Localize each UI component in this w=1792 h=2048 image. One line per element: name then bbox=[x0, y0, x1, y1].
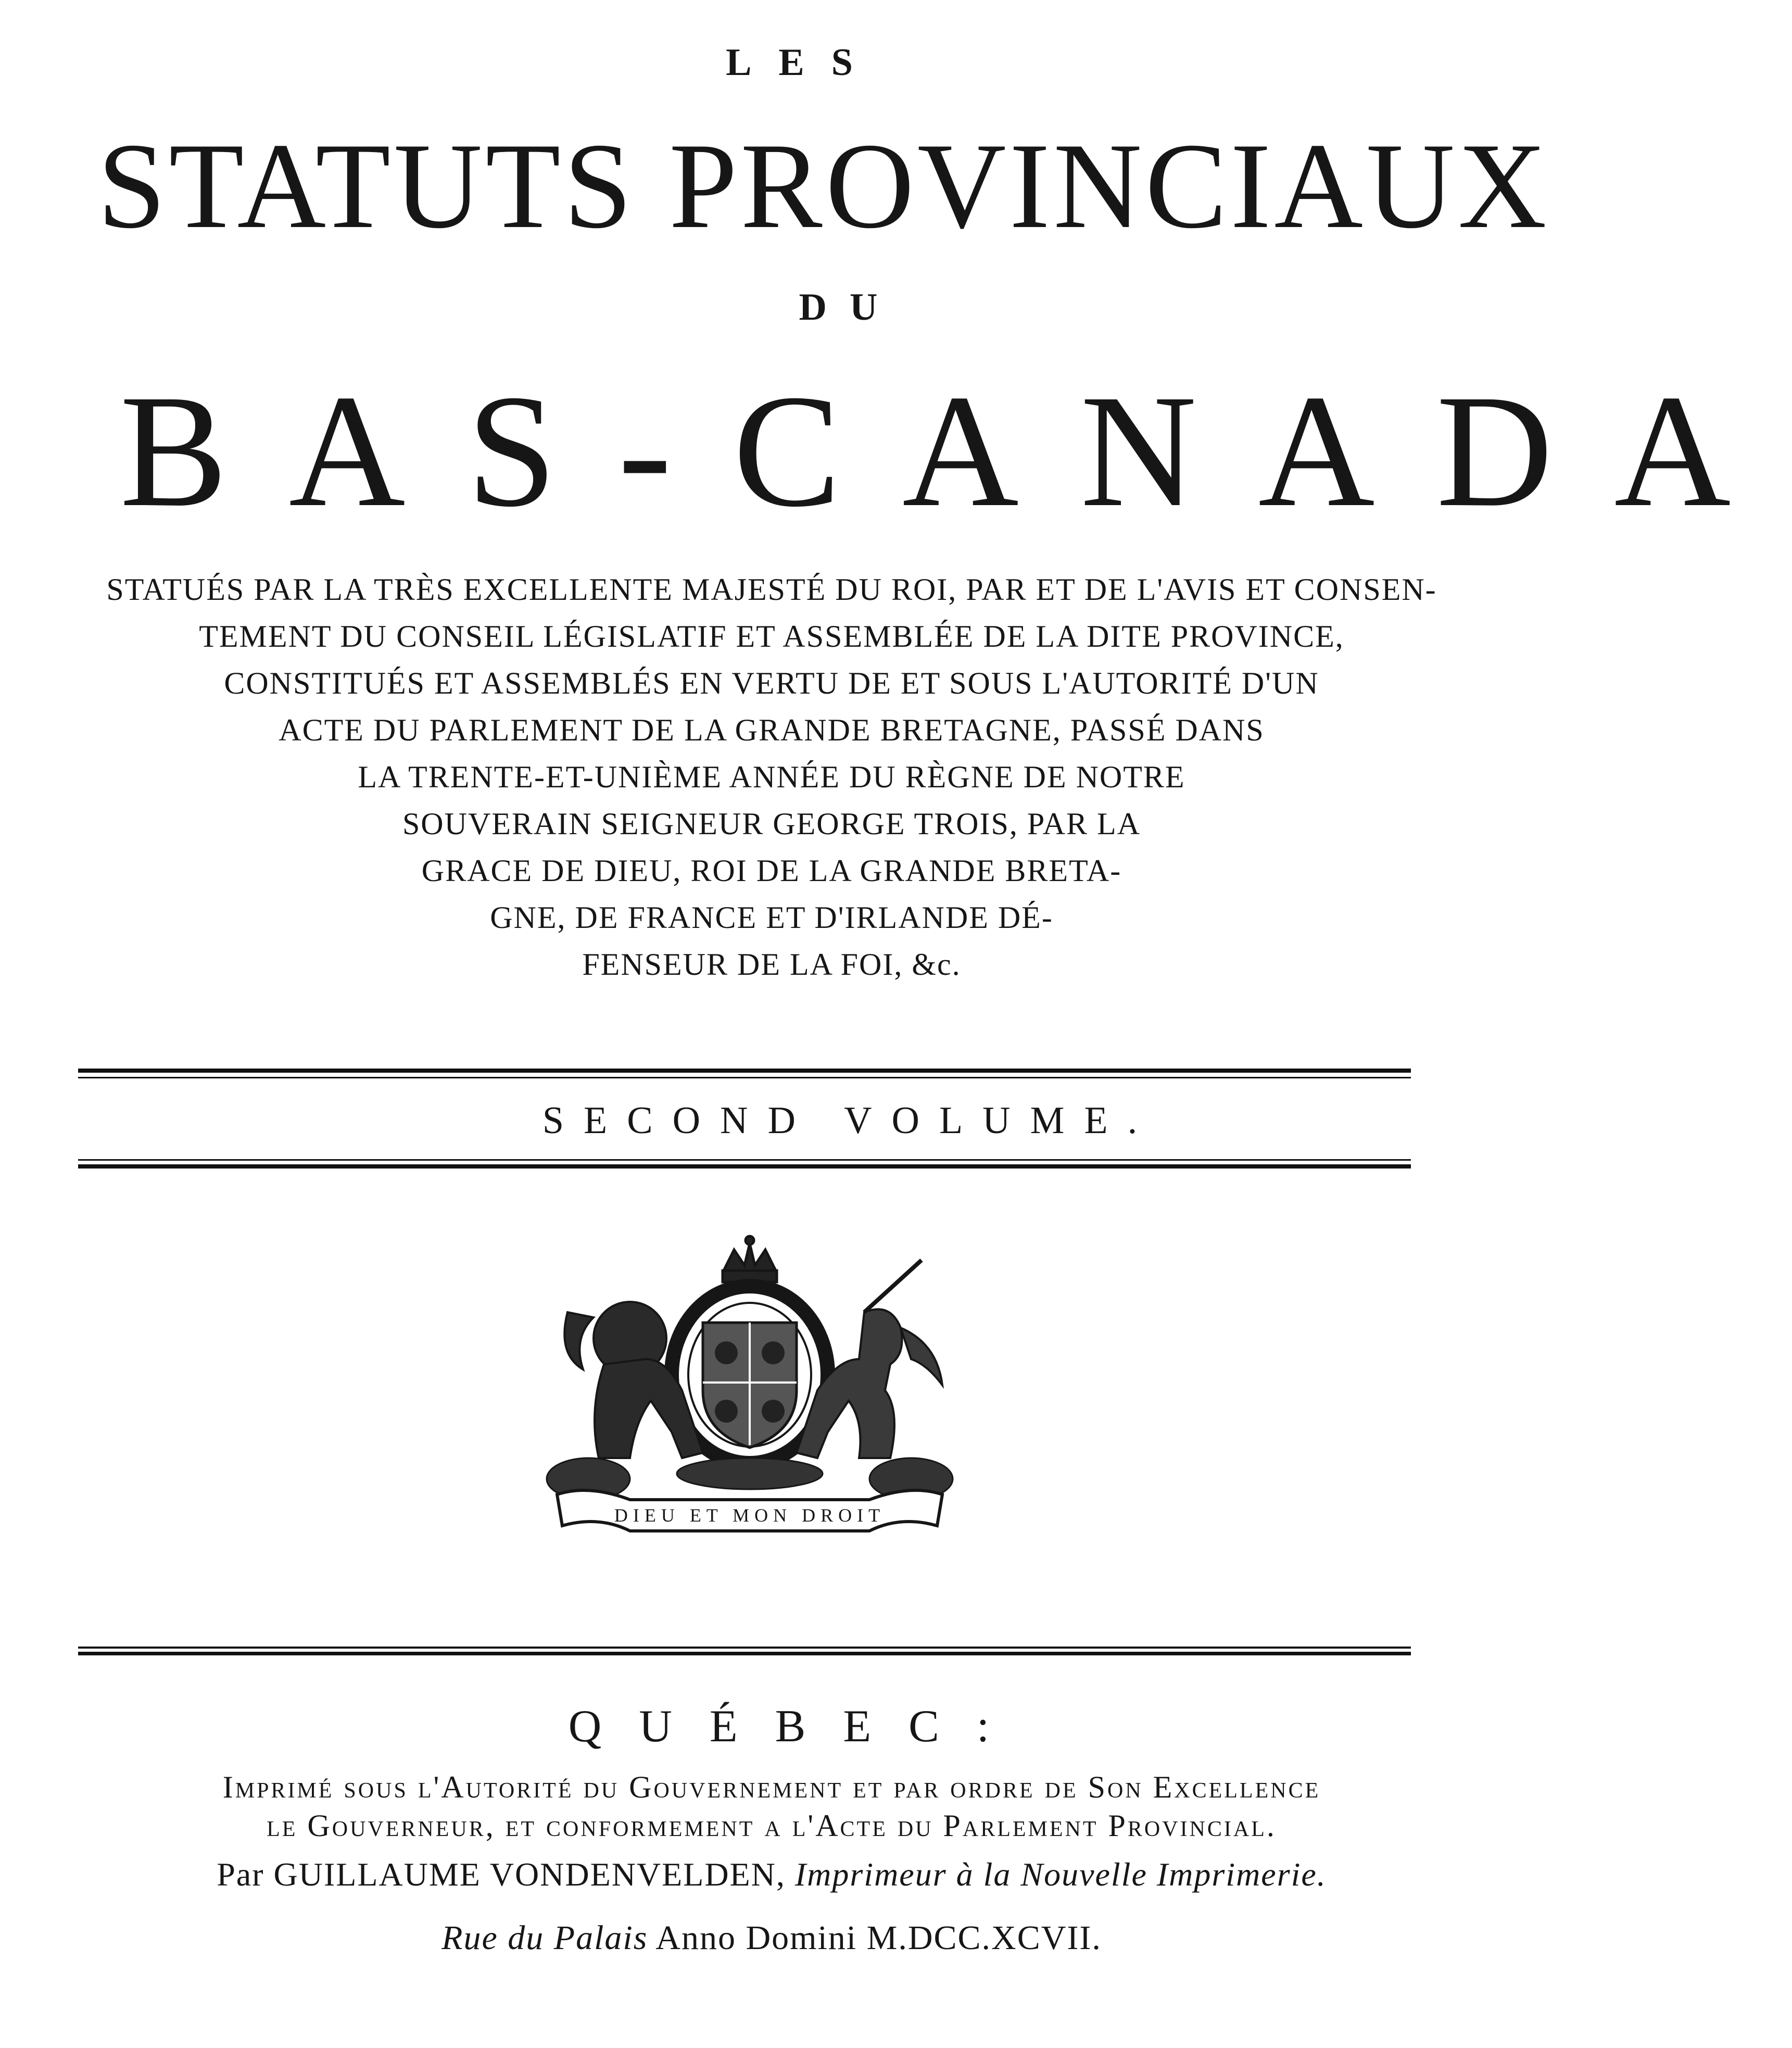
preamble-line-5: LA TRENTE-ET-UNIÈME ANNÉE DU RÈGNE DE NOTRE bbox=[358, 760, 1185, 794]
printer-title: Imprimeur à la Nouvelle Imprimerie. bbox=[794, 1856, 1327, 1893]
preamble-line-8: GNE, DE FRANCE ET D'IRLANDE DÉ- bbox=[490, 900, 1053, 935]
preamble-line-9: FENSEUR DE LA FOI, &c. bbox=[582, 947, 961, 982]
preamble-line-6: SOUVERAIN SEIGNEUR GEORGE TROIS, PAR LA bbox=[402, 807, 1141, 841]
preamble-line-4: ACTE DU PARLEMENT DE LA GRANDE BRETAGNE, PASSÉ DANS bbox=[279, 713, 1265, 747]
top-double-rule-thin bbox=[78, 1077, 1411, 1078]
preamble-line-3: CONSTITUÉS ET ASSEMBLÉS EN VERTU DE ET SOUS L'AUTORITÉ D'UN bbox=[224, 666, 1319, 700]
bottom-double-rule-thick bbox=[78, 1164, 1411, 1169]
city-heading: QUÉBEC: bbox=[568, 1701, 1027, 1752]
du-heading: DU bbox=[799, 286, 901, 329]
publication-year: Anno Domini M.DCC.XCVII. bbox=[655, 1919, 1102, 1957]
imprint-line-1: Imprimé sous l'Autorité du Gouvernement et par ordre de Son Excellence bbox=[222, 1770, 1321, 1804]
les-heading: LES bbox=[726, 41, 880, 84]
printer-name: Par GUILLAUME VONDENVELDEN, bbox=[217, 1856, 786, 1893]
royal-coat-of-arms-icon bbox=[526, 1234, 974, 1541]
svg-text:DIEU ET MON DROIT: DIEU ET MON DROIT bbox=[614, 1505, 886, 1526]
bottom-double-rule-thin bbox=[78, 1159, 1411, 1161]
preamble-line-1: STATUÉS PAR LA TRÈS EXCELLENTE MAJESTÉ DU ROI, PAR ET DE L'AVIS ET CONSEN- bbox=[106, 572, 1437, 607]
preamble-line-2: TEMENT DU CONSEIL LÉGISLATIF ET ASSEMBLÉE DE LA DITE PROVINCE, bbox=[199, 619, 1344, 654]
imprint-rule-thick bbox=[78, 1652, 1411, 1655]
country-title: BAS-CANADA bbox=[120, 362, 1792, 541]
printer-line bbox=[0, 1855, 1543, 1894]
top-double-rule-thick bbox=[78, 1069, 1411, 1073]
street-name: Rue du Palais bbox=[441, 1919, 648, 1957]
imprint-line-2: le Gouverneur, et conformement a l'Acte du Parlement Provincial. bbox=[267, 1808, 1277, 1843]
preamble-line-7: GRACE DE DIEU, ROI DE LA GRANDE BRETA- bbox=[421, 853, 1122, 888]
main-title: STATUTS PROVINCIAUX bbox=[97, 118, 1550, 254]
street-year-line bbox=[0, 1918, 1543, 1958]
imprint-rule-thin bbox=[78, 1647, 1411, 1649]
volume-label: SECOND VOLUME. bbox=[542, 1099, 1157, 1142]
